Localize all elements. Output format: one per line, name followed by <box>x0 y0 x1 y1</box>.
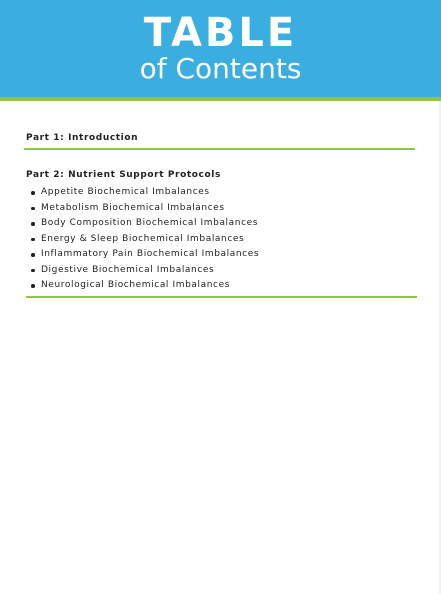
toc-item-label: Neurological Biochemical Imbalances <box>41 280 231 290</box>
toc-item-label: Digestive Biochemical Imbalances <box>41 264 215 275</box>
bullet-icon <box>31 191 35 195</box>
bullet-icon <box>31 238 35 242</box>
toc-item <box>26 185 259 201</box>
bullet-icon <box>31 284 35 288</box>
toc-item <box>26 232 259 248</box>
section-divider-2 <box>26 296 417 298</box>
toc-item <box>26 278 259 294</box>
toc-list-part-2 <box>26 185 259 294</box>
section-divider-1 <box>24 148 415 150</box>
toc-item-label: Inflammatory Pain Biochemical Imbalances <box>41 249 260 259</box>
page-header <box>0 0 441 97</box>
section-title-part-2: Part 2: Nutrient Support Protocols <box>26 170 221 180</box>
bullet-icon <box>31 253 35 257</box>
page-title: TABLE <box>143 10 298 56</box>
bullet-icon <box>31 269 35 273</box>
header-accent-stripe <box>0 97 441 101</box>
toc-item-label: Metabolism Biochemical Imbalances <box>41 202 225 213</box>
bullet-icon <box>31 222 35 226</box>
toc-item <box>26 201 259 217</box>
toc-item-label: Appetite Biochemical Imbalances <box>41 187 210 197</box>
page-subtitle: of Contents <box>139 52 302 85</box>
toc-item-label: Body Composition Biochemical Imbalances <box>41 218 259 228</box>
bullet-icon <box>31 207 35 211</box>
toc-item <box>26 247 259 263</box>
toc-item-label: Energy & Sleep Biochemical Imbalances <box>41 233 245 244</box>
section-title-part-1: Part 1: Introduction <box>26 133 139 143</box>
toc-item <box>26 216 259 232</box>
toc-item <box>26 263 259 279</box>
